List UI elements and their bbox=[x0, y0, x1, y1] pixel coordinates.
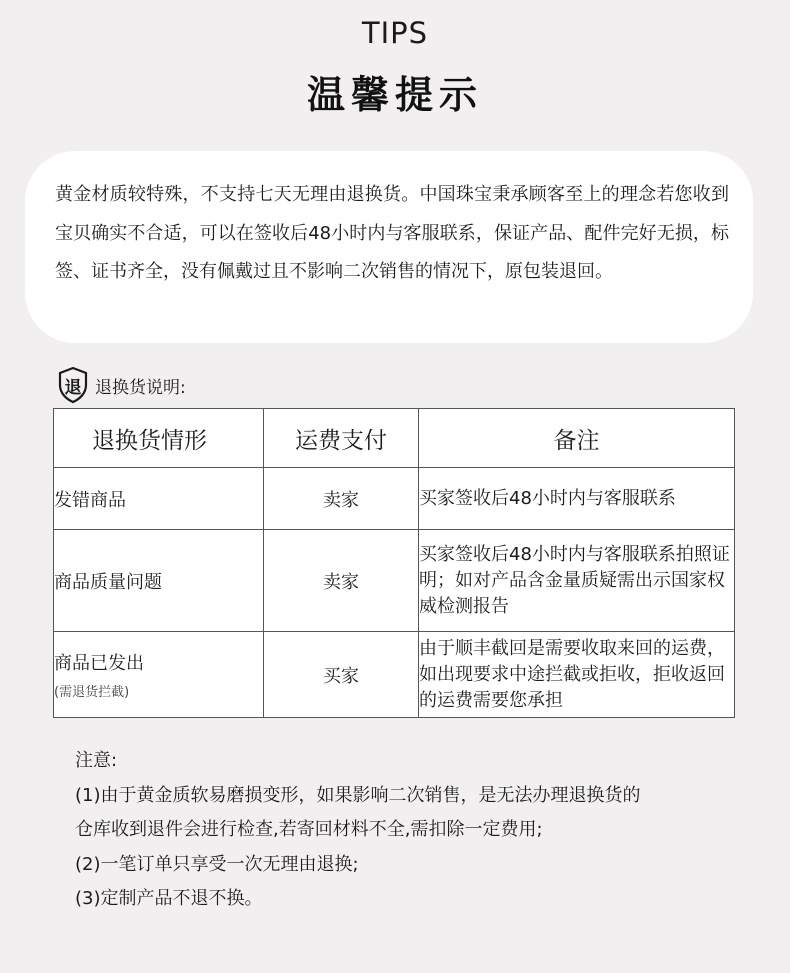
situation-text: 发错商品 bbox=[54, 489, 126, 511]
note-item-2: (2)一笔订单只享受一次无理由退换; bbox=[75, 853, 359, 875]
return-policy-header bbox=[57, 366, 186, 404]
notice-card bbox=[25, 151, 753, 343]
shield-return-icon bbox=[57, 366, 89, 404]
note-item-3: (3)定制产品不退不换。 bbox=[75, 888, 263, 909]
table-row bbox=[54, 632, 735, 718]
situation-text: 商品质量问题 bbox=[54, 571, 162, 593]
notes-title: 注意: bbox=[75, 750, 118, 771]
tips-heading: TIPS bbox=[361, 16, 429, 50]
situation-cell bbox=[54, 530, 264, 632]
notice-text: 黄金材质较特殊，不支持七天无理由退换货。中国珠宝秉承顾客至上的理念若您收到宝贝确实不合适，可以在签收后48小时内与客服联系，保证产品、配件完好无损，标签、证书齐全，没有佩戴过且不影响二次销售的情况下，原包装退回。 bbox=[55, 184, 729, 282]
remark-cell: 买家签收后48小时内与客服联系拍照证明；如对产品含金量质疑需出示国家权威检测报告 bbox=[419, 530, 735, 632]
remark-cell: 买家签收后48小时内与客服联系 bbox=[419, 468, 735, 530]
payer-cell: 卖家 bbox=[264, 530, 419, 632]
note-item-1-line-1: (1)由于黄金质软易磨损变形，如果影响二次销售，是无法办理退换货的 bbox=[75, 784, 641, 806]
table-header-row bbox=[54, 409, 735, 468]
column-header-situation: 退换货情形 bbox=[54, 409, 264, 468]
situation-subnote: (需退货拦截) bbox=[54, 685, 130, 700]
note-item-1-line-2: 仓库收到退件会进行检查,若寄回材料不全,需扣除一定费用; bbox=[75, 819, 543, 840]
payer-cell: 买家 bbox=[264, 632, 419, 718]
column-header-remarks: 备注 bbox=[419, 409, 735, 468]
page-title: 温馨提示 bbox=[306, 73, 483, 117]
notes-section bbox=[75, 744, 745, 917]
return-policy-table bbox=[53, 408, 735, 718]
shield-char: 退 bbox=[64, 378, 82, 398]
column-header-shipping-payer: 运费支付 bbox=[264, 409, 419, 468]
table-row bbox=[54, 468, 735, 530]
section-label: 退换货说明: bbox=[95, 377, 186, 398]
situation-cell bbox=[54, 632, 264, 718]
situation-text: 商品已发出 bbox=[54, 653, 144, 674]
remark-cell: 由于顺丰截回是需要收取来回的运费，如出现要求中途拦截或拒收，拒收返回的运费需要您承担 bbox=[419, 632, 735, 718]
situation-cell bbox=[54, 468, 264, 530]
table-row bbox=[54, 530, 735, 632]
payer-cell: 卖家 bbox=[264, 468, 419, 530]
